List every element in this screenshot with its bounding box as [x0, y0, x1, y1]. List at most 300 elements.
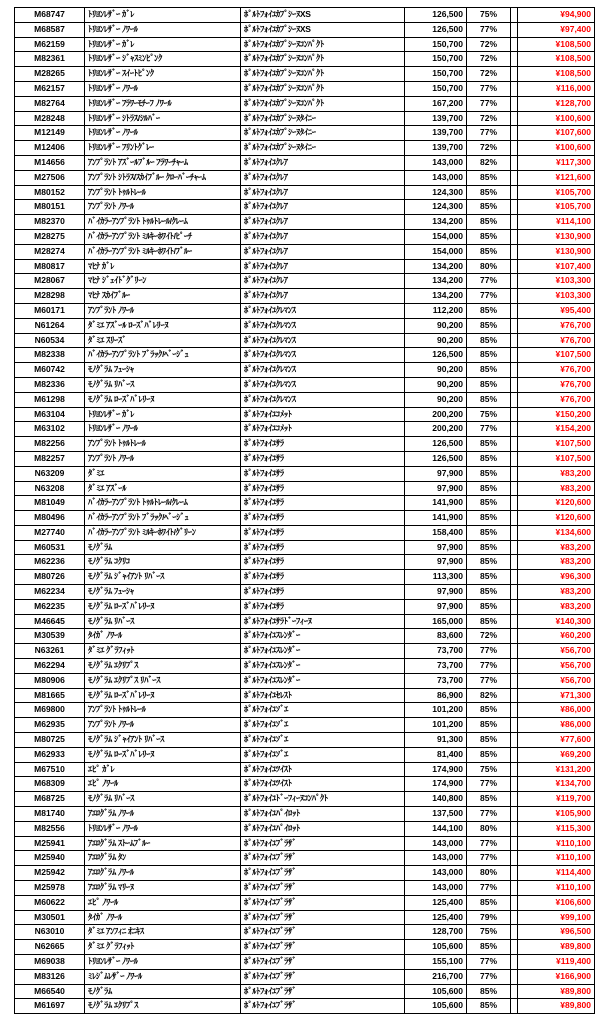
- column-spacer: [511, 318, 518, 333]
- product-name-cell: ﾊﾞｲｶﾗｰｱﾝﾌﾟﾗﾝﾄ ﾌﾞﾗｯｸ/ﾍﾞｰｼﾞｭ: [85, 348, 241, 363]
- column-spacer: [511, 170, 518, 185]
- product-name-cell: ﾄﾘﾖﾝﾚｻﾞｰ ﾉﾜｰﾙ: [85, 126, 241, 141]
- table-row: [15, 644, 595, 659]
- offer-price-cell: ¥107,500: [518, 348, 595, 363]
- product-code-cell: M82256: [15, 437, 85, 452]
- column-spacer: [511, 96, 518, 111]
- list-price-cell: 216,700: [405, 969, 467, 984]
- rate-percent-cell: 72%: [467, 629, 511, 644]
- offer-price-cell: ¥116,000: [518, 81, 595, 96]
- table-row: [15, 688, 595, 703]
- column-spacer: [511, 881, 518, 896]
- product-name-cell: ﾀﾞﾐｴ ｸﾞﾗﾌｨｯﾄ: [85, 644, 241, 659]
- column-spacer: [511, 969, 518, 984]
- rate-percent-cell: 85%: [467, 200, 511, 215]
- product-model-cell: ﾎﾟﾙﾄﾌｫｲﾕｿﾞｴ: [241, 718, 405, 733]
- table-row: [15, 244, 595, 259]
- rate-percent-cell: 77%: [467, 96, 511, 111]
- column-spacer: [511, 377, 518, 392]
- product-name-cell: ｱﾝﾌﾟﾗﾝﾄ ｼﾄﾗｽ/ｽｶｲﾌﾞﾙｰ ｸﾛｰﾊﾞｰﾁｬｰﾑ: [85, 170, 241, 185]
- list-price-cell: 113,300: [405, 570, 467, 585]
- product-name-cell: ﾏﾋﾅ ｼﾞｪｲﾄﾞｸﾞﾘｰﾝ: [85, 274, 241, 289]
- column-spacer: [511, 215, 518, 230]
- column-spacer: [511, 348, 518, 363]
- column-spacer: [511, 155, 518, 170]
- table-row: [15, 466, 595, 481]
- list-price-cell: 91,300: [405, 733, 467, 748]
- product-name-cell: ﾊﾞｲｶﾗｰｱﾝﾌﾟﾗﾝﾄ ﾌﾞﾗｯｸ/ﾍﾞｰｼﾞｭ: [85, 511, 241, 526]
- rate-percent-cell: 79%: [467, 910, 511, 925]
- product-model-cell: ﾎﾟﾙﾄﾌｫｲﾕｶﾌﾟｼｰﾇﾀｲﾆｰ: [241, 111, 405, 126]
- column-spacer: [511, 392, 518, 407]
- rate-percent-cell: 85%: [467, 229, 511, 244]
- offer-price-cell: ¥71,300: [518, 688, 595, 703]
- rate-percent-cell: 85%: [467, 999, 511, 1014]
- list-price-cell: 141,900: [405, 511, 467, 526]
- rate-percent-cell: 77%: [467, 81, 511, 96]
- column-spacer: [511, 540, 518, 555]
- rate-percent-cell: 77%: [467, 807, 511, 822]
- list-price-cell: 144,100: [405, 821, 467, 836]
- product-model-cell: ﾎﾟﾙﾄﾌｫｲﾕｾﾚｽﾄ: [241, 688, 405, 703]
- product-name-cell: ﾊﾞｲｶﾗｰｱﾝﾌﾟﾗﾝﾄ ﾐﾙｷｰﾎﾜｲﾄ/ｸﾞﾘｰﾝ: [85, 525, 241, 540]
- table-row: [15, 481, 595, 496]
- offer-price-cell: ¥103,300: [518, 289, 595, 304]
- rate-percent-cell: 75%: [467, 8, 511, 23]
- product-model-cell: ﾎﾟﾙﾄﾌｫｲﾕｿﾞｴ: [241, 703, 405, 718]
- list-price-cell: 134,200: [405, 289, 467, 304]
- offer-price-cell: ¥107,500: [518, 451, 595, 466]
- product-code-cell: M80725: [15, 733, 85, 748]
- table-row: [15, 585, 595, 600]
- product-code-cell: M12149: [15, 126, 85, 141]
- price-table-body: [15, 8, 595, 1014]
- offer-price-cell: ¥105,700: [518, 200, 595, 215]
- column-spacer: [511, 52, 518, 67]
- offer-price-cell: ¥76,700: [518, 392, 595, 407]
- rate-percent-cell: 85%: [467, 747, 511, 762]
- list-price-cell: 126,500: [405, 437, 467, 452]
- rate-percent-cell: 72%: [467, 37, 511, 52]
- column-spacer: [511, 525, 518, 540]
- rate-percent-cell: 77%: [467, 274, 511, 289]
- product-code-cell: M80152: [15, 185, 85, 200]
- table-row: [15, 599, 595, 614]
- list-price-cell: 165,000: [405, 614, 467, 629]
- column-spacer: [511, 111, 518, 126]
- product-name-cell: ﾓﾉｸﾞﾗﾑ ﾘﾊﾞｰｽ: [85, 614, 241, 629]
- column-spacer: [511, 259, 518, 274]
- product-code-cell: M61697: [15, 999, 85, 1014]
- rate-percent-cell: 85%: [467, 303, 511, 318]
- table-row: [15, 200, 595, 215]
- column-spacer: [511, 777, 518, 792]
- product-code-cell: M27506: [15, 170, 85, 185]
- table-row: [15, 762, 595, 777]
- product-model-cell: ﾎﾟﾙﾄﾌｫｲﾕｸﾚｱ: [241, 274, 405, 289]
- product-name-cell: ﾓﾉｸﾞﾗﾑ ﾌｭｰｼｬ: [85, 363, 241, 378]
- rate-percent-cell: 77%: [467, 644, 511, 659]
- product-name-cell: ﾀﾞﾐｴ ｱﾝﾌｨﾆ ｵﾆｷｽ: [85, 925, 241, 940]
- offer-price-cell: ¥76,700: [518, 333, 595, 348]
- offer-price-cell: ¥56,700: [518, 659, 595, 674]
- column-spacer: [511, 836, 518, 851]
- list-price-cell: 150,700: [405, 67, 467, 82]
- product-model-cell: ﾎﾟﾙﾄﾌｫｲﾕｻﾗ: [241, 437, 405, 452]
- rate-percent-cell: 77%: [467, 422, 511, 437]
- list-price-cell: 90,200: [405, 333, 467, 348]
- list-price-cell: 134,200: [405, 215, 467, 230]
- product-model-cell: ﾎﾟﾙﾄﾌｫｲﾕｸﾚﾏﾝｽ: [241, 348, 405, 363]
- product-code-cell: M62157: [15, 81, 85, 96]
- table-row: [15, 629, 595, 644]
- column-spacer: [511, 570, 518, 585]
- column-spacer: [511, 599, 518, 614]
- product-model-cell: ﾎﾟﾙﾄﾌｫｲﾕｻﾗ: [241, 525, 405, 540]
- product-code-cell: M60742: [15, 363, 85, 378]
- product-model-cell: ﾎﾟﾙﾄﾌｫｲﾕｿﾞｴ: [241, 747, 405, 762]
- list-price-cell: 143,000: [405, 851, 467, 866]
- column-spacer: [511, 185, 518, 200]
- table-row: [15, 984, 595, 999]
- table-row: [15, 303, 595, 318]
- product-code-cell: M83126: [15, 969, 85, 984]
- product-name-cell: ｱｴﾛｸﾞﾗﾑ ﾉﾜｰﾙ: [85, 866, 241, 881]
- product-name-cell: ﾄﾘﾖﾝﾚｻﾞｰ ﾉﾜｰﾙ: [85, 422, 241, 437]
- column-spacer: [511, 22, 518, 37]
- product-name-cell: ﾏﾋﾅ ｶﾞﾚ: [85, 259, 241, 274]
- product-code-cell: M61298: [15, 392, 85, 407]
- product-name-cell: ﾊﾞｲｶﾗｰｱﾝﾌﾟﾗﾝﾄ ﾐﾙｷｰﾎﾜｲﾄ/ﾋﾟｰﾁ: [85, 229, 241, 244]
- product-name-cell: ﾓﾉｸﾞﾗﾑ ﾛｰｽﾞﾊﾞﾚﾘｰﾇ: [85, 599, 241, 614]
- offer-price-cell: ¥83,200: [518, 599, 595, 614]
- table-row: [15, 910, 595, 925]
- column-spacer: [511, 644, 518, 659]
- product-code-cell: M12406: [15, 141, 85, 156]
- column-spacer: [511, 81, 518, 96]
- list-price-cell: 73,700: [405, 644, 467, 659]
- rate-percent-cell: 77%: [467, 126, 511, 141]
- list-price-cell: 83,600: [405, 629, 467, 644]
- product-code-cell: N63208: [15, 481, 85, 496]
- column-spacer: [511, 703, 518, 718]
- offer-price-cell: ¥106,600: [518, 895, 595, 910]
- product-code-cell: M80906: [15, 673, 85, 688]
- list-price-cell: 97,900: [405, 466, 467, 481]
- offer-price-cell: ¥83,200: [518, 481, 595, 496]
- column-spacer: [511, 999, 518, 1014]
- product-name-cell: ﾓﾉｸﾞﾗﾑ ﾘﾊﾞｰｽ: [85, 792, 241, 807]
- product-name-cell: ﾄﾘﾖﾝﾚｻﾞｰ ﾉﾜｰﾙ: [85, 821, 241, 836]
- offer-price-cell: ¥56,700: [518, 644, 595, 659]
- product-code-cell: M81049: [15, 496, 85, 511]
- column-spacer: [511, 585, 518, 600]
- column-spacer: [511, 792, 518, 807]
- product-name-cell: ﾏﾋﾅ ｽｶｲﾌﾞﾙｰ: [85, 289, 241, 304]
- rate-percent-cell: 85%: [467, 451, 511, 466]
- column-spacer: [511, 718, 518, 733]
- product-model-cell: ﾎﾟﾙﾄﾌｫｲﾕｸﾚｱ: [241, 259, 405, 274]
- list-price-cell: 90,200: [405, 363, 467, 378]
- offer-price-cell: ¥105,700: [518, 185, 595, 200]
- product-name-cell: ﾄﾘﾖﾝﾚｻﾞｰ ﾉﾜｰﾙ: [85, 81, 241, 96]
- product-model-cell: ﾎﾟﾙﾄﾌｫｲﾕﾊﾟｲﾛｯﾄ: [241, 807, 405, 822]
- table-row: [15, 377, 595, 392]
- table-row: [15, 807, 595, 822]
- product-name-cell: ｱﾝﾌﾟﾗﾝﾄ ｱｽﾞｰﾙﾌﾞﾙｰ ﾌﾗﾜｰﾁｬｰﾑ: [85, 155, 241, 170]
- column-spacer: [511, 229, 518, 244]
- product-code-cell: M68587: [15, 22, 85, 37]
- list-price-cell: 101,200: [405, 718, 467, 733]
- list-price-cell: 200,200: [405, 422, 467, 437]
- product-model-cell: ﾎﾟﾙﾄﾌｫｲﾕｽﾚﾝﾀﾞｰ: [241, 659, 405, 674]
- column-spacer: [511, 629, 518, 644]
- rate-percent-cell: 77%: [467, 777, 511, 792]
- offer-price-cell: ¥110,100: [518, 851, 595, 866]
- column-spacer: [511, 244, 518, 259]
- table-row: [15, 555, 595, 570]
- offer-price-cell: ¥69,200: [518, 747, 595, 762]
- offer-price-cell: ¥128,700: [518, 96, 595, 111]
- product-model-cell: ﾎﾟﾙﾄﾌｫｲﾕﾌﾞﾗｻﾞ: [241, 969, 405, 984]
- list-price-cell: 154,000: [405, 229, 467, 244]
- table-row: [15, 170, 595, 185]
- table-row: [15, 718, 595, 733]
- product-model-cell: ﾎﾟﾙﾄﾌｫｲﾕｶﾌﾟｼｰﾇXS: [241, 22, 405, 37]
- product-name-cell: ﾀﾞﾐｴ: [85, 466, 241, 481]
- list-price-cell: 174,900: [405, 777, 467, 792]
- product-name-cell: ﾓﾉｸﾞﾗﾑ: [85, 984, 241, 999]
- product-code-cell: M62159: [15, 37, 85, 52]
- product-model-cell: ﾎﾟﾙﾄﾌｫｲﾕﾌﾞﾗｻﾞ: [241, 895, 405, 910]
- product-code-cell: M68725: [15, 792, 85, 807]
- product-model-cell: ﾎﾟﾙﾄﾌｫｲﾕｻﾗ: [241, 511, 405, 526]
- list-price-cell: 124,300: [405, 200, 467, 215]
- list-price-cell: 128,700: [405, 925, 467, 940]
- table-row: [15, 348, 595, 363]
- product-model-cell: ﾎﾟﾙﾄﾌｫｲﾕｸﾚｱ: [241, 244, 405, 259]
- product-code-cell: N61264: [15, 318, 85, 333]
- list-price-cell: 97,900: [405, 540, 467, 555]
- list-price-cell: 126,500: [405, 451, 467, 466]
- product-model-cell: ﾎﾟﾙﾄﾌｫｲﾕﾂｲｽﾄ: [241, 777, 405, 792]
- list-price-cell: 97,900: [405, 599, 467, 614]
- table-row: [15, 422, 595, 437]
- table-row: [15, 703, 595, 718]
- product-name-cell: ﾓﾉｸﾞﾗﾑ ｴｸﾘﾌﾟｽ ﾘﾊﾞｰｽ: [85, 673, 241, 688]
- product-name-cell: ﾄﾘﾖﾝﾚｻﾞｰ ﾌﾗﾜｰﾓﾁｰﾌ ﾉﾜｰﾙ: [85, 96, 241, 111]
- rate-percent-cell: 77%: [467, 659, 511, 674]
- product-model-cell: ﾎﾟﾙﾄﾌｫｲﾕｸﾚｱ: [241, 289, 405, 304]
- rate-percent-cell: 85%: [467, 170, 511, 185]
- product-model-cell: ﾎﾟﾙﾄﾌｫｲﾕｶﾌﾟｼｰﾇﾀｲﾆｰ: [241, 141, 405, 156]
- rate-percent-cell: 82%: [467, 688, 511, 703]
- offer-price-cell: ¥108,500: [518, 37, 595, 52]
- rate-percent-cell: 85%: [467, 792, 511, 807]
- product-code-cell: M28298: [15, 289, 85, 304]
- offer-price-cell: ¥103,300: [518, 274, 595, 289]
- product-model-cell: ﾎﾟﾙﾄﾌｫｲﾕｶﾌﾟｼｰﾇｺﾝﾊﾟｸﾄ: [241, 67, 405, 82]
- offer-price-cell: ¥115,300: [518, 821, 595, 836]
- product-name-cell: ﾓﾉｸﾞﾗﾑ ﾘﾊﾞｰｽ: [85, 377, 241, 392]
- list-price-cell: 90,200: [405, 318, 467, 333]
- offer-price-cell: ¥119,700: [518, 792, 595, 807]
- product-name-cell: ﾄﾘﾖﾝﾚｻﾞｰ ﾉﾜｰﾙ: [85, 22, 241, 37]
- product-model-cell: ﾎﾟﾙﾄﾌｫｲﾕﾌﾞﾗｻﾞ: [241, 955, 405, 970]
- list-price-cell: 86,900: [405, 688, 467, 703]
- offer-price-cell: ¥114,100: [518, 215, 595, 230]
- rate-percent-cell: 75%: [467, 925, 511, 940]
- rate-percent-cell: 85%: [467, 333, 511, 348]
- product-name-cell: ﾓﾉｸﾞﾗﾑ ｺｸﾘｺ: [85, 555, 241, 570]
- column-spacer: [511, 673, 518, 688]
- product-name-cell: ﾄﾘﾖﾝﾚｻﾞｰ ｶﾞﾚ: [85, 37, 241, 52]
- table-row: [15, 185, 595, 200]
- column-spacer: [511, 466, 518, 481]
- offer-price-cell: ¥140,300: [518, 614, 595, 629]
- column-spacer: [511, 451, 518, 466]
- product-code-cell: M66540: [15, 984, 85, 999]
- table-row: [15, 525, 595, 540]
- product-name-cell: ｴﾋﾟ ｶﾞﾚ: [85, 762, 241, 777]
- offer-price-cell: ¥105,900: [518, 807, 595, 822]
- rate-percent-cell: 80%: [467, 866, 511, 881]
- product-code-cell: M63104: [15, 407, 85, 422]
- product-model-cell: ﾎﾟﾙﾄﾌｫｲﾕﾌﾞﾗｻﾞ: [241, 910, 405, 925]
- rate-percent-cell: 72%: [467, 111, 511, 126]
- column-spacer: [511, 910, 518, 925]
- table-row: [15, 96, 595, 111]
- product-code-cell: M25940: [15, 851, 85, 866]
- table-row: [15, 259, 595, 274]
- offer-price-cell: ¥100,600: [518, 141, 595, 156]
- offer-price-cell: ¥76,700: [518, 377, 595, 392]
- rate-percent-cell: 85%: [467, 570, 511, 585]
- column-spacer: [511, 511, 518, 526]
- product-name-cell: ﾓﾉｸﾞﾗﾑ ｼﾞｬｲｱﾝﾄ ﾘﾊﾞｰｽ: [85, 570, 241, 585]
- product-model-cell: ﾎﾟﾙﾄﾌｫｲﾕｸﾚｱ: [241, 200, 405, 215]
- offer-price-cell: ¥134,700: [518, 777, 595, 792]
- column-spacer: [511, 37, 518, 52]
- column-spacer: [511, 289, 518, 304]
- product-code-cell: M30501: [15, 910, 85, 925]
- table-row: [15, 229, 595, 244]
- product-model-cell: ﾎﾟﾙﾄﾌｫｲﾕｸﾚﾏﾝｽ: [241, 377, 405, 392]
- product-model-cell: ﾎﾟﾙﾄﾌｫｲﾕﾊﾟｲﾛｯﾄ: [241, 821, 405, 836]
- rate-percent-cell: 82%: [467, 155, 511, 170]
- list-price-cell: 126,500: [405, 348, 467, 363]
- product-code-cell: M82257: [15, 451, 85, 466]
- rate-percent-cell: 85%: [467, 392, 511, 407]
- product-model-cell: ﾎﾟﾙﾄﾌｫｲﾕｿﾞｴ: [241, 733, 405, 748]
- offer-price-cell: ¥89,800: [518, 999, 595, 1014]
- product-code-cell: M62235: [15, 599, 85, 614]
- list-price-cell: 139,700: [405, 111, 467, 126]
- rate-percent-cell: 80%: [467, 821, 511, 836]
- table-row: [15, 895, 595, 910]
- offer-price-cell: ¥120,600: [518, 496, 595, 511]
- product-name-cell: ﾀﾞﾐｴ ｸﾞﾗﾌｨｯﾄ: [85, 940, 241, 955]
- table-row: [15, 496, 595, 511]
- product-code-cell: M62294: [15, 659, 85, 674]
- rate-percent-cell: 77%: [467, 851, 511, 866]
- list-price-cell: 150,700: [405, 81, 467, 96]
- column-spacer: [511, 67, 518, 82]
- offer-price-cell: ¥107,600: [518, 126, 595, 141]
- offer-price-cell: ¥108,500: [518, 67, 595, 82]
- list-price-cell: 141,900: [405, 496, 467, 511]
- product-name-cell: ﾄﾘﾖﾝﾚｻﾞｰ ﾉﾜｰﾙ: [85, 955, 241, 970]
- table-row: [15, 821, 595, 836]
- product-code-cell: M82336: [15, 377, 85, 392]
- product-model-cell: ﾎﾟﾙﾄﾌｫｲﾕﾌﾞﾗｻﾞ: [241, 999, 405, 1014]
- table-row: [15, 570, 595, 585]
- rate-percent-cell: 77%: [467, 289, 511, 304]
- product-code-cell: M80817: [15, 259, 85, 274]
- product-code-cell: M67510: [15, 762, 85, 777]
- product-code-cell: M82361: [15, 52, 85, 67]
- rate-percent-cell: 85%: [467, 496, 511, 511]
- column-spacer: [511, 407, 518, 422]
- product-code-cell: M69800: [15, 703, 85, 718]
- product-name-cell: ﾀﾞﾐｴ ｱｽﾞｰﾙ ﾛｰｽﾞﾊﾞﾚﾘｰﾇ: [85, 318, 241, 333]
- product-model-cell: ﾎﾟﾙﾄﾌｫｲﾕﾂｲｽﾄ: [241, 762, 405, 777]
- product-name-cell: ｱﾝﾌﾟﾗﾝﾄ ﾄｩﾙﾄﾚｰﾙ: [85, 703, 241, 718]
- list-price-cell: 97,900: [405, 585, 467, 600]
- column-spacer: [511, 955, 518, 970]
- table-row: [15, 733, 595, 748]
- product-name-cell: ｴﾋﾟ ﾉﾜｰﾙ: [85, 895, 241, 910]
- column-spacer: [511, 762, 518, 777]
- rate-percent-cell: 85%: [467, 540, 511, 555]
- rate-percent-cell: 85%: [467, 318, 511, 333]
- product-model-cell: ﾎﾟﾙﾄﾌｫｲﾕﾌﾞﾗｻﾞ: [241, 925, 405, 940]
- product-code-cell: M80726: [15, 570, 85, 585]
- column-spacer: [511, 925, 518, 940]
- table-row: [15, 540, 595, 555]
- list-price-cell: 124,300: [405, 185, 467, 200]
- product-name-cell: ﾐﾚｼﾞﾑﾚｻﾞｰ ﾉﾜｰﾙ: [85, 969, 241, 984]
- rate-percent-cell: 85%: [467, 511, 511, 526]
- product-code-cell: M30539: [15, 629, 85, 644]
- list-price-cell: 73,700: [405, 673, 467, 688]
- list-price-cell: 134,200: [405, 259, 467, 274]
- column-spacer: [511, 807, 518, 822]
- rate-percent-cell: 85%: [467, 215, 511, 230]
- table-row: [15, 836, 595, 851]
- rate-percent-cell: 85%: [467, 614, 511, 629]
- offer-price-cell: ¥107,500: [518, 437, 595, 452]
- product-model-cell: ﾎﾟﾙﾄﾌｫｲﾕｸﾚﾏﾝｽ: [241, 318, 405, 333]
- table-row: [15, 363, 595, 378]
- table-row: [15, 614, 595, 629]
- table-row: [15, 141, 595, 156]
- list-price-cell: 126,500: [405, 8, 467, 23]
- rate-percent-cell: 85%: [467, 525, 511, 540]
- product-name-cell: ｱﾝﾌﾟﾗﾝﾄ ﾉﾜｰﾙ: [85, 718, 241, 733]
- product-code-cell: M80151: [15, 200, 85, 215]
- rate-percent-cell: 75%: [467, 762, 511, 777]
- list-price-cell: 126,500: [405, 22, 467, 37]
- product-model-cell: ﾎﾟﾙﾄﾌｫｲﾕｽﾚﾝﾀﾞｰ: [241, 644, 405, 659]
- list-price-cell: 97,900: [405, 555, 467, 570]
- product-name-cell: ｱｴﾛｸﾞﾗﾑ ﾉﾜｰﾙ: [85, 807, 241, 822]
- product-model-cell: ﾎﾟﾙﾄﾌｫｲﾕｸﾚｱ: [241, 155, 405, 170]
- column-spacer: [511, 126, 518, 141]
- product-code-cell: M14656: [15, 155, 85, 170]
- rate-percent-cell: 85%: [467, 703, 511, 718]
- rate-percent-cell: 77%: [467, 969, 511, 984]
